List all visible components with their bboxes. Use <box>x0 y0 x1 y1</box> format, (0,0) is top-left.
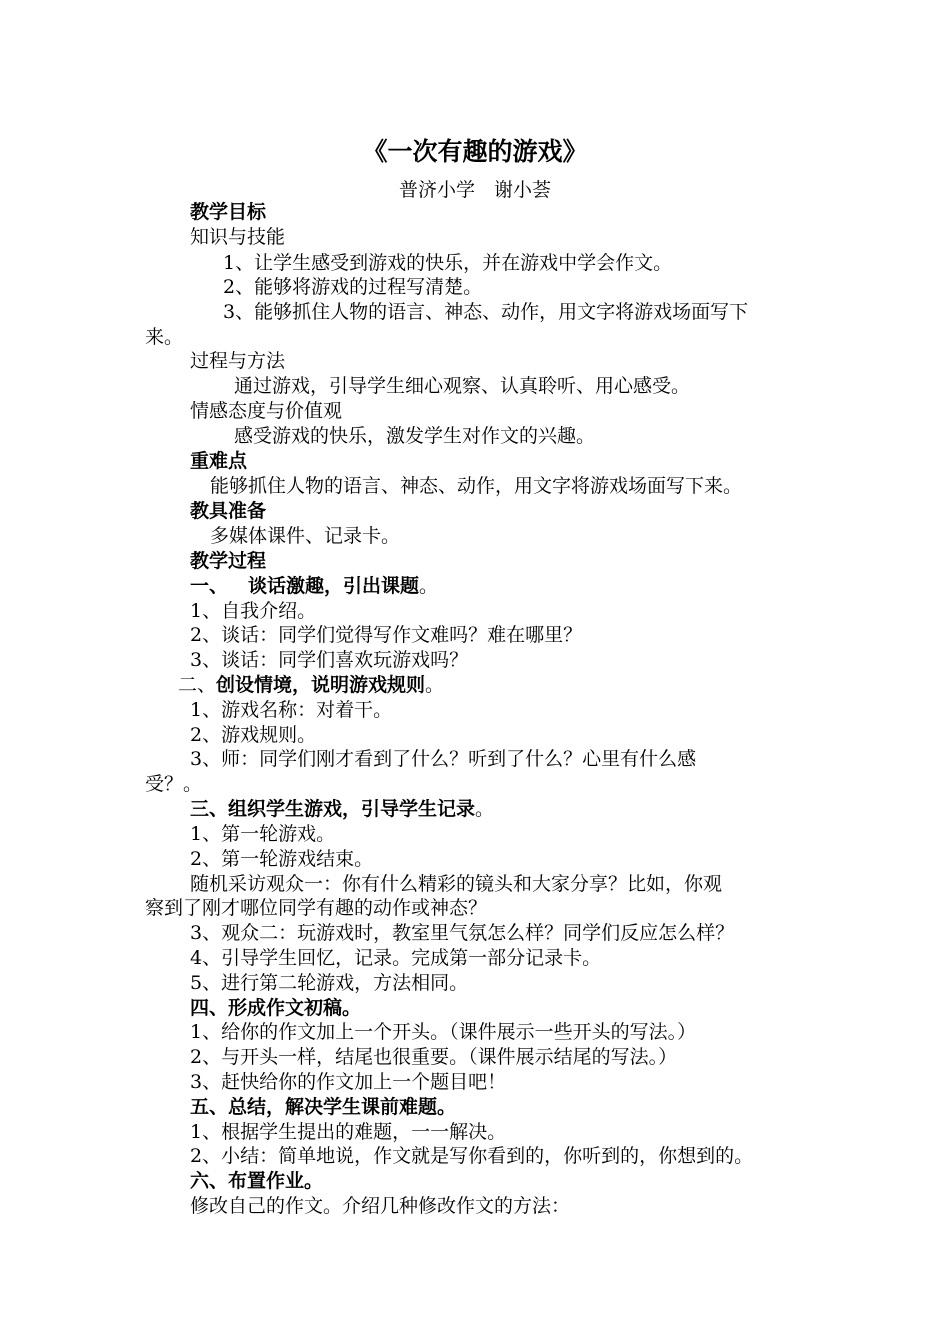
heading-tools: 教具准备 <box>190 500 267 522</box>
goal-item-1: 1、让学生感受到游戏的快乐，并在游戏中学会作文。 <box>223 252 673 274</box>
section-3-interview-1-cont: 察到了刚才哪位同学有趣的动作或神态？ <box>145 897 488 919</box>
section-1-title: 谈话激趣，引出课题 <box>248 575 420 597</box>
goal-item-3-cont: 来。 <box>145 326 184 348</box>
section-2-heading <box>178 673 444 697</box>
section-3-item-5: 5、进行第二轮游戏，方法相同。 <box>190 972 469 994</box>
author-line: 普济小学 谢小荟 <box>398 179 551 201</box>
section-3-end: 。 <box>475 798 495 820</box>
section-2-item-3-cont: 受？。 <box>145 773 203 795</box>
section-2-end: 。 <box>425 674 445 696</box>
process-method-text: 通过游戏，引导学生细心观察、认真聆听、用心感受。 <box>234 375 691 397</box>
emotion-text: 感受游戏的快乐，激发学生对作文的兴趣。 <box>234 425 596 447</box>
section-6-heading: 六、布置作业。 <box>190 1170 324 1192</box>
goal-item-2: 2、能够将游戏的过程写清楚。 <box>223 276 483 298</box>
section-6-item-1: 修改自己的作文。介绍几种修改作文的方法： <box>190 1195 571 1217</box>
document-title: 《一次有趣的游戏》 <box>362 137 588 166</box>
heading-procedure: 教学过程 <box>190 550 267 572</box>
section-5-heading: 五、总结，解决学生课前难题。 <box>190 1096 457 1118</box>
tools-text: 多媒体课件、记录卡。 <box>210 525 401 547</box>
subheading-knowledge: 知识与技能 <box>190 226 286 248</box>
section-2-item-2: 2、游戏规则。 <box>190 724 317 746</box>
section-1-item-3: 3、谈话：同学们喜欢玩游戏吗？ <box>190 649 469 671</box>
section-4-item-2: 2、与开头一样，结尾也很重要。（课件展示结尾的写法。） <box>190 1046 678 1068</box>
heading-key-points: 重难点 <box>190 450 248 472</box>
section-4-item-1: 1、给你的作文加上一个开头。（课件展示一些开头的写法。） <box>190 1021 697 1043</box>
section-3-title: 三、组织学生游戏，引导学生记录 <box>190 798 476 820</box>
section-4-heading: 四、形成作文初稿。 <box>190 997 362 1019</box>
section-2-title: 创设情境，说明游戏规则 <box>216 674 426 696</box>
section-4-item-3: 3、赶快给你的作文加上一个题目吧！ <box>190 1071 507 1093</box>
section-5-item-1: 1、根据学生提出的难题，一一解决。 <box>190 1121 507 1143</box>
section-3-interview-1: 随机采访观众一：你有什么精彩的镜头和大家分享？比如，你观 <box>190 873 723 895</box>
section-1-number: 一、 <box>190 575 229 597</box>
subheading-emotion: 情感态度与价值观 <box>190 400 343 422</box>
section-3-item-3: 3、观众二：玩游戏时，教室里气氛怎么样？同学们反应怎么样？ <box>190 922 735 944</box>
key-points-text: 能够抓住人物的语言、神态、动作，用文字将游戏场面写下来。 <box>210 475 743 497</box>
section-3-item-1: 1、第一轮游戏。 <box>190 823 336 845</box>
section-3-item-4: 4、引导学生回忆，记录。完成第一部分记录卡。 <box>190 947 602 969</box>
section-1-end: 。 <box>419 575 439 597</box>
goal-item-3: 3、能够抓住人物的语言、神态、动作，用文字将游戏场面写下 <box>223 301 749 323</box>
section-2-item-3: 3、师：同学们刚才看到了什么？听到了什么？心里有什么感 <box>190 748 697 770</box>
section-1-heading <box>190 574 438 598</box>
section-5-item-2: 2、小结：简单地说，作文就是写你看到的，你听到的，你想到的。 <box>190 1145 754 1167</box>
section-1-item-1: 1、自我介绍。 <box>190 600 317 622</box>
subheading-process-method: 过程与方法 <box>190 350 286 372</box>
section-2-item-1: 1、游戏名称：对着干。 <box>190 699 393 721</box>
section-3-heading <box>190 797 494 821</box>
section-3-item-2: 2、第一轮游戏结束。 <box>190 848 374 870</box>
section-2-number: 二、 <box>178 674 217 696</box>
section-1-item-2: 2、谈话：同学们觉得写作文难吗？难在哪里？ <box>190 624 583 646</box>
heading-teaching-goals: 教学目标 <box>190 201 267 223</box>
